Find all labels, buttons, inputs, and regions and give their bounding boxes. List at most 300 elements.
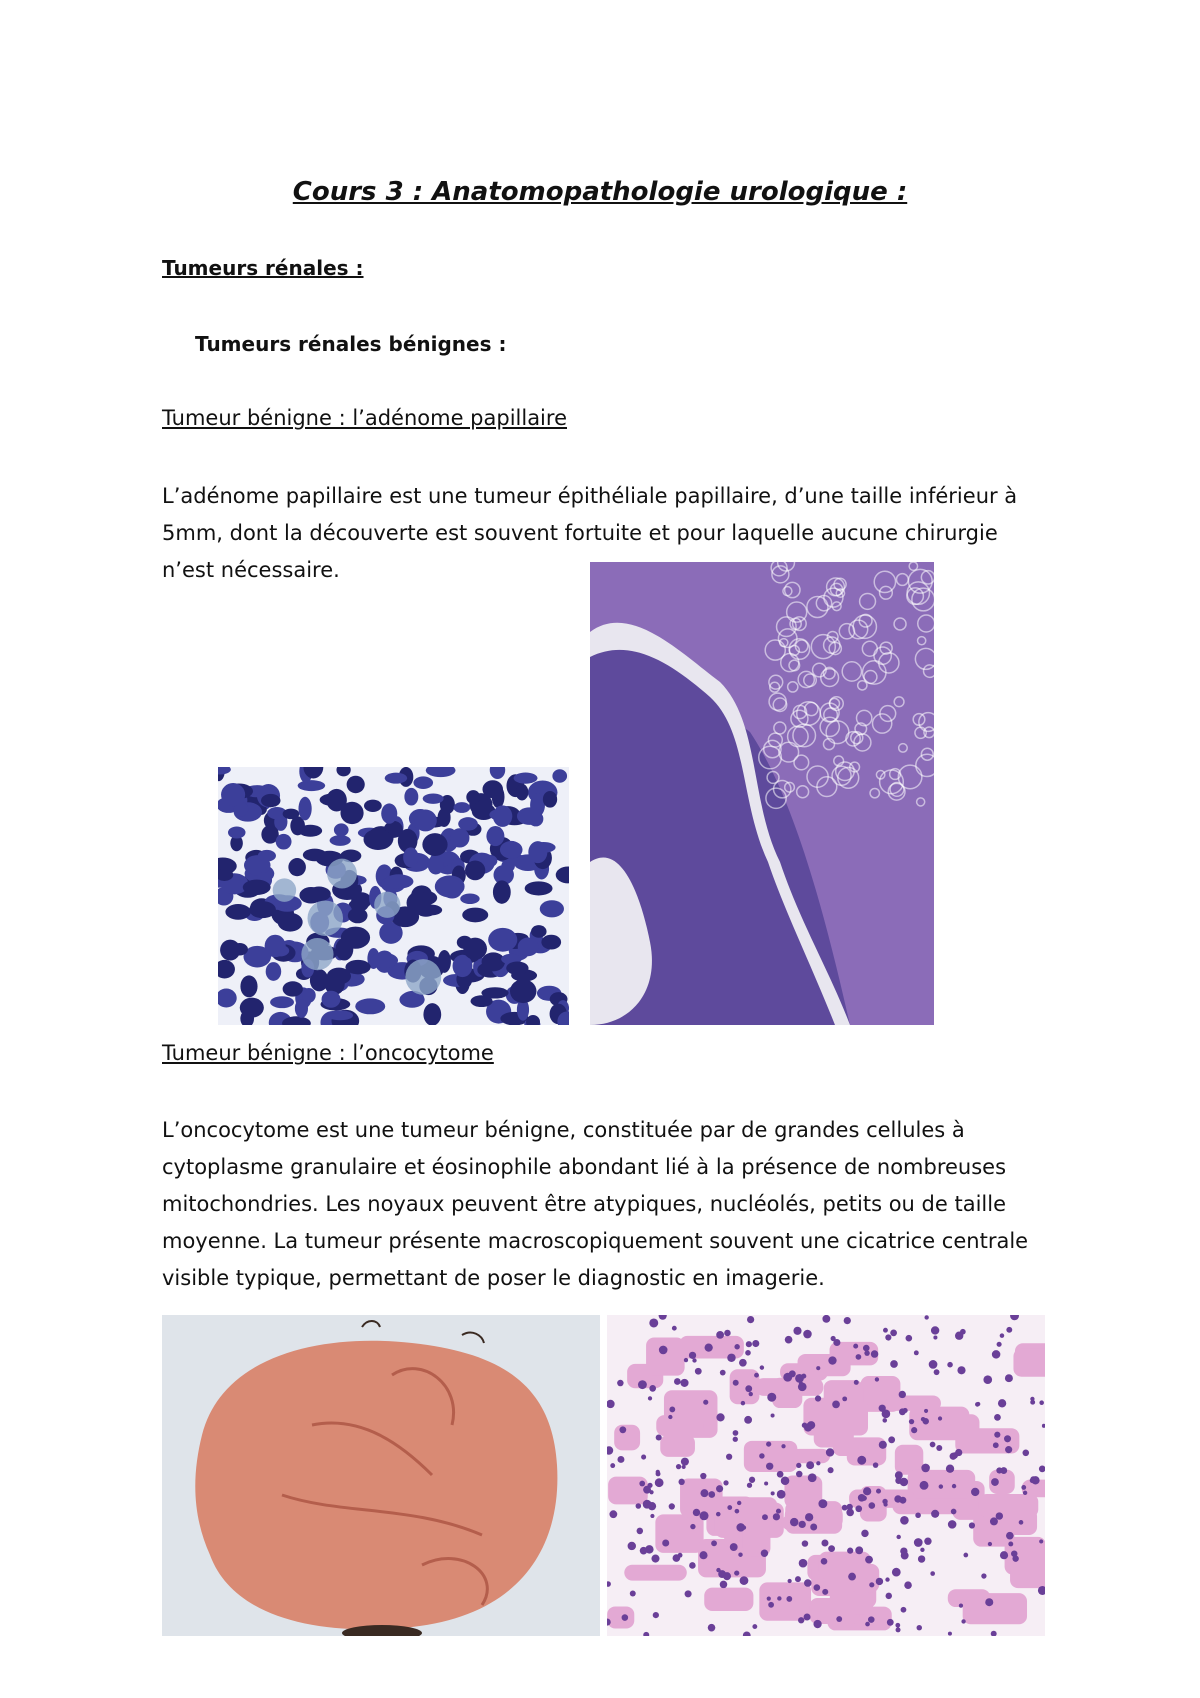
nucleus-dot <box>816 1461 820 1465</box>
nucleus-dot <box>637 1528 644 1535</box>
nucleus-dot <box>818 1499 827 1508</box>
nucleus-dot <box>795 1576 801 1582</box>
subsection-heading-tumeurs-benignes: Tumeurs rénales bénignes : <box>195 332 507 356</box>
nucleus-dot <box>643 1486 651 1494</box>
cytoplasm-nest <box>731 1497 777 1517</box>
nucleus-dot <box>746 1341 752 1347</box>
cell-nucleus-mark <box>500 841 523 859</box>
nucleus-dot <box>931 1510 939 1518</box>
nucleus-dot <box>744 1416 752 1424</box>
cell-nucleus-mark <box>225 904 250 920</box>
cytoplasm-nest <box>614 1425 640 1451</box>
nucleus-dot <box>680 1379 688 1387</box>
cell-nucleus-mark <box>276 834 292 850</box>
adenome-high-power-micrograph <box>218 767 569 1025</box>
nucleus-dot <box>796 1471 803 1478</box>
nucleus-dot <box>994 1432 1000 1438</box>
paragraph-line: visible typique, permettant de poser le diagnostic en imagerie. <box>162 1266 825 1290</box>
nucleus-dot <box>1019 1520 1024 1525</box>
nucleus-dot <box>939 1484 943 1488</box>
oncocytome-gross-photo <box>162 1315 600 1636</box>
cell-nucleus-mark <box>531 925 547 938</box>
nucleus-dot <box>892 1568 901 1577</box>
cytoplasm-nest <box>656 1415 703 1436</box>
cell-nucleus-mark <box>420 905 442 916</box>
nucleus-dot <box>948 1632 952 1636</box>
nucleus-dot <box>998 1399 1006 1407</box>
nucleus-dot <box>1030 1397 1034 1401</box>
cell-nucleus-mark <box>518 938 539 957</box>
nucleus-dot <box>821 1539 828 1546</box>
nucleus-dot <box>885 1577 889 1581</box>
nucleus-dot <box>796 1463 801 1468</box>
nucleus-dot <box>659 1346 668 1355</box>
cell-nucleus-mark <box>482 952 505 971</box>
nucleus-dot <box>700 1489 708 1497</box>
nucleus-dot <box>740 1576 749 1585</box>
nucleus-dot <box>920 1548 924 1552</box>
nucleus-dot <box>668 1415 672 1419</box>
nucleus-dot <box>920 1481 929 1490</box>
nucleus-dot <box>868 1616 875 1623</box>
nucleus-dot <box>648 1502 656 1510</box>
cytoplasm-nest <box>704 1588 753 1611</box>
nucleus-dot <box>716 1568 720 1572</box>
cell-nucleus-mark <box>454 802 471 813</box>
nucleus-dot <box>900 1516 909 1525</box>
nucleus-dot <box>865 1556 873 1564</box>
nucleus-dot <box>902 1408 907 1413</box>
nucleus-dot <box>985 1598 993 1606</box>
cell-nucleus-mark <box>298 797 311 821</box>
nucleus-dot <box>781 1476 790 1485</box>
nucleus-dot <box>747 1483 752 1488</box>
nucleus-dot <box>911 1427 917 1433</box>
nucleus-dot <box>685 1590 692 1597</box>
cytoplasm-nest <box>624 1565 687 1581</box>
nucleus-dot <box>856 1354 862 1360</box>
nucleus-dot <box>689 1562 696 1569</box>
cell-nucleus-mark <box>370 953 398 968</box>
nucleus-dot <box>754 1373 759 1378</box>
cell-nucleus-mark <box>298 780 325 791</box>
paragraph-line: cytoplasme granulaire et éosinophile abondant lié à la présence de nombreuses <box>162 1155 1007 1179</box>
nucleus-dot <box>695 1368 702 1375</box>
cell-nucleus-mark <box>493 805 512 827</box>
cell-nucleus-mark <box>481 987 508 998</box>
nucleus-dot <box>899 1497 906 1504</box>
nucleus-dot <box>900 1478 908 1486</box>
paragraph-oncocytome <box>162 1112 1028 1297</box>
cell-nucleus-mark <box>327 1010 353 1020</box>
adenome-low-power-micrograph <box>590 562 934 1025</box>
cell-nucleus-mark <box>295 999 308 1018</box>
nucleus-dot <box>896 1627 901 1632</box>
nucleus-dot <box>617 1456 624 1463</box>
nucleus-dot <box>640 1547 648 1555</box>
nucleus-dot <box>676 1464 681 1469</box>
cytoplasm-nest <box>885 1396 941 1411</box>
cell-nucleus-mark <box>413 776 433 789</box>
nucleus-dot <box>1039 1400 1044 1405</box>
cell-nucleus-mark <box>363 829 392 850</box>
nucleus-dot <box>669 1503 675 1509</box>
nucleus-dot <box>776 1509 781 1514</box>
cytoplasm-nest <box>979 1494 1038 1517</box>
nucleus-dot <box>885 1334 891 1340</box>
nucleus-dot <box>934 1369 940 1375</box>
nucleus-dot <box>921 1464 930 1473</box>
nucleus-dot <box>822 1315 830 1323</box>
nucleus-dot <box>766 1441 771 1446</box>
cell-nucleus-mark <box>307 887 331 902</box>
cell-nucleus-mark <box>435 875 465 897</box>
nucleus-dot <box>890 1329 897 1336</box>
cell-nucleus-mark <box>528 841 547 863</box>
nucleus-dot <box>783 1373 792 1382</box>
cell-nucleus-mark <box>240 975 257 997</box>
cytoplasm-nest <box>908 1470 976 1499</box>
nucleus-dot <box>788 1579 792 1583</box>
nucleus-dot <box>869 1582 874 1587</box>
nucleus-dot <box>802 1540 808 1546</box>
nucleus-dot <box>767 1597 771 1601</box>
nucleus-dot <box>828 1545 835 1552</box>
nucleus-dot <box>742 1525 746 1529</box>
nucleus-dot <box>879 1441 887 1449</box>
nucleus-dot <box>760 1365 764 1369</box>
nucleus-dot <box>969 1522 975 1528</box>
nucleus-dot <box>844 1317 851 1324</box>
cell-nucleus-mark <box>228 826 246 838</box>
cell-nucleus-mark <box>322 991 341 1008</box>
nucleus-dot <box>726 1454 732 1460</box>
cell-nucleus-mark <box>403 847 418 867</box>
nucleus-dot <box>785 1336 793 1344</box>
cell-nucleus-mark <box>266 962 282 981</box>
adenome-low-power-image <box>590 562 934 1025</box>
nucleus-dot <box>947 1362 953 1368</box>
nucleus-dot <box>983 1375 992 1384</box>
heading-oncocytome: Tumeur bénigne : l’oncocytome <box>162 1041 494 1065</box>
papilla-mark <box>307 900 343 936</box>
cytoplasm-nest <box>646 1338 685 1376</box>
nucleus-dot <box>864 1350 869 1355</box>
nucleus-dot <box>946 1465 954 1473</box>
nucleus-dot <box>996 1512 1003 1519</box>
cell-nucleus-mark <box>465 861 485 881</box>
cell-nucleus-mark <box>438 950 451 973</box>
nucleus-dot <box>895 1623 900 1628</box>
nucleus-dot <box>777 1596 781 1600</box>
paragraph-line: L’oncocytome est une tumeur bénigne, constituée par de grandes cellules à <box>162 1118 965 1142</box>
nucleus-dot <box>1022 1449 1029 1456</box>
nucleus-dot <box>767 1393 776 1402</box>
adenome-high-power-image <box>218 767 569 1025</box>
papilla-mark <box>374 892 400 918</box>
nucleus-dot <box>720 1581 728 1589</box>
nucleus-dot <box>924 1538 931 1545</box>
nucleus-dot <box>798 1617 804 1623</box>
nucleus-dot <box>842 1396 847 1401</box>
cell-nucleus-mark <box>463 938 487 960</box>
nucleus-dot <box>1039 1539 1043 1543</box>
nucleus-dot <box>777 1490 786 1499</box>
nucleus-dot <box>777 1471 784 1478</box>
cytoplasm-nest <box>655 1514 703 1552</box>
cell-nucleus-mark <box>384 874 413 888</box>
nucleus-dot <box>708 1624 716 1632</box>
cell-nucleus-mark <box>414 810 437 832</box>
nucleus-dot <box>997 1342 1002 1347</box>
nucleus-dot <box>981 1573 986 1578</box>
nucleus-dot <box>853 1344 858 1349</box>
cell-nucleus-mark <box>510 979 536 1003</box>
nucleus-dot <box>617 1380 623 1386</box>
cytoplasm-nest <box>814 1425 854 1447</box>
nucleus-dot <box>996 1467 1002 1473</box>
nucleus-dot <box>655 1478 664 1487</box>
nucleus-dot <box>876 1489 881 1494</box>
nucleus-dot <box>727 1354 735 1362</box>
nucleus-dot <box>745 1350 751 1356</box>
nucleus-dot <box>855 1546 863 1554</box>
nucleus-dot <box>653 1612 659 1618</box>
cell-nucleus-mark <box>488 928 517 952</box>
cytoplasm-nest <box>1010 1562 1045 1588</box>
cell-nucleus-mark <box>516 784 529 801</box>
nucleus-dot <box>854 1380 859 1385</box>
nucleus-dot <box>882 1418 887 1423</box>
nucleus-dot <box>918 1555 925 1562</box>
cell-nucleus-mark <box>422 833 447 856</box>
cytoplasm-nest <box>909 1407 969 1441</box>
nucleus-dot <box>764 1481 768 1485</box>
nucleus-dot <box>716 1485 723 1492</box>
nucleus-dot <box>836 1616 842 1622</box>
nucleus-dot <box>610 1463 615 1468</box>
nucleus-dot <box>723 1480 728 1485</box>
nucleus-dot <box>705 1343 713 1351</box>
nucleus-dot <box>799 1559 808 1568</box>
nucleus-dot <box>690 1524 695 1529</box>
nucleus-dot <box>976 1402 980 1406</box>
paragraph-line: moyenne. La tumeur présente macroscopiquement souvent une cicatrice centrale <box>162 1229 1029 1253</box>
cell-nucleus-mark <box>385 773 407 784</box>
nucleus-dot <box>739 1359 747 1367</box>
cytoplasm-nest <box>784 1476 822 1508</box>
nucleus-dot <box>734 1570 739 1575</box>
nucleus-dot <box>681 1458 689 1466</box>
cell-nucleus-mark <box>348 908 368 923</box>
nucleus-dot <box>810 1523 817 1530</box>
nucleus-dot <box>720 1370 726 1376</box>
nucleus-dot <box>822 1589 828 1595</box>
cell-nucleus-mark <box>340 802 363 824</box>
nucleus-dot <box>971 1488 979 1496</box>
nucleus-dot <box>700 1473 706 1479</box>
nucleus-dot <box>733 1430 739 1436</box>
cell-nucleus-mark <box>261 794 281 807</box>
nucleus-dot <box>930 1571 935 1576</box>
nucleus-dot <box>786 1596 792 1602</box>
nucleus-dot <box>1021 1485 1026 1490</box>
nucleus-dot <box>848 1573 856 1581</box>
nucleus-dot <box>749 1392 753 1396</box>
cell-nucleus-mark <box>458 817 478 831</box>
nucleus-dot <box>915 1512 921 1518</box>
nucleus-dot <box>828 1356 836 1364</box>
nucleus-dot <box>876 1578 883 1585</box>
nucleus-dot <box>801 1374 806 1379</box>
nucleus-dot <box>1005 1446 1012 1453</box>
nucleus-dot <box>771 1414 775 1418</box>
nucleus-dot <box>883 1328 888 1333</box>
nucleus-dot <box>826 1448 834 1456</box>
document-title: Cours 3 : Anatomopathologie urologique : <box>292 177 908 207</box>
nucleus-dot <box>871 1350 878 1357</box>
nucleus-dot <box>761 1550 768 1557</box>
cytoplasm-nest <box>848 1591 873 1614</box>
nucleus-dot <box>628 1542 636 1550</box>
cell-nucleus-mark <box>486 826 504 846</box>
nucleus-dot <box>873 1462 879 1468</box>
nucleus-dot <box>861 1530 868 1537</box>
nucleus-dot <box>863 1487 871 1495</box>
cell-nucleus-mark <box>517 807 542 825</box>
nucleus-dot <box>993 1442 999 1448</box>
nucleus-dot <box>678 1479 684 1485</box>
cell-nucleus-mark <box>525 881 553 895</box>
nucleus-dot <box>762 1514 768 1520</box>
cell-nucleus-mark <box>506 961 528 974</box>
nucleus-dot <box>649 1318 658 1327</box>
cytoplasm-nest <box>607 1606 634 1628</box>
cell-nucleus-mark <box>341 927 370 949</box>
nucleus-dot <box>921 1417 926 1422</box>
nucleus-dot <box>745 1385 752 1392</box>
cell-nucleus-mark <box>283 981 303 996</box>
nucleus-dot <box>636 1503 642 1509</box>
nucleus-dot <box>747 1316 754 1323</box>
cell-nucleus-mark <box>334 823 349 836</box>
nucleus-dot <box>955 1332 963 1340</box>
nucleus-dot <box>669 1407 675 1413</box>
cell-nucleus-mark <box>347 776 365 794</box>
nucleus-dot <box>857 1456 866 1465</box>
nucleus-dot <box>917 1625 922 1630</box>
nucleus-dot <box>951 1509 957 1515</box>
nucleus-dot <box>735 1509 740 1514</box>
nucleus-dot <box>865 1622 870 1627</box>
nucleus-dot <box>904 1581 912 1589</box>
nucleus-dot <box>738 1553 742 1557</box>
nucleus-dot <box>882 1499 887 1504</box>
nucleus-dot <box>955 1449 962 1456</box>
cell-nucleus-mark <box>514 773 538 784</box>
nucleus-dot <box>988 1542 992 1546</box>
nucleus-dot <box>1004 1435 1011 1442</box>
nucleus-dot <box>929 1360 938 1369</box>
cell-nucleus-mark <box>327 968 351 985</box>
nucleus-dot <box>656 1434 662 1440</box>
nucleus-dot <box>933 1336 937 1340</box>
cell-nucleus-mark <box>462 908 488 923</box>
nucleus-dot <box>673 1554 681 1562</box>
nucleus-dot <box>807 1425 812 1430</box>
oncocytome-histology-micrograph <box>607 1315 1045 1636</box>
cell-nucleus-mark <box>450 828 470 847</box>
nucleus-dot <box>896 1535 900 1539</box>
nucleus-dot <box>1000 1333 1005 1338</box>
nucleus-dot <box>672 1326 677 1331</box>
nucleus-dot <box>781 1444 785 1448</box>
nucleus-dot <box>662 1539 669 1546</box>
nucleus-dot <box>682 1465 686 1469</box>
nucleus-dot <box>938 1416 942 1420</box>
cell-nucleus-mark <box>381 803 397 823</box>
nucleus-dot <box>882 1409 891 1418</box>
nucleus-dot <box>909 1419 914 1424</box>
nucleus-dot <box>609 1510 617 1518</box>
nucleus-dot <box>948 1520 957 1529</box>
nucleus-dot <box>887 1619 894 1626</box>
cytoplasm-nest <box>948 1589 990 1607</box>
nucleus-dot <box>930 1442 936 1448</box>
nucleus-dot <box>804 1613 811 1620</box>
cell-nucleus-mark <box>288 858 306 876</box>
nucleus-dot <box>959 1604 963 1608</box>
nucleus-dot <box>808 1473 817 1482</box>
nucleus-dot <box>716 1331 724 1339</box>
nucleus-dot <box>630 1591 636 1597</box>
oncocytome-gross-image <box>162 1315 600 1636</box>
nucleus-dot <box>924 1315 928 1319</box>
nucleus-dot <box>692 1358 696 1362</box>
cell-nucleus-mark <box>303 849 327 862</box>
cytoplasm-nest <box>819 1552 871 1580</box>
nucleus-dot <box>901 1552 909 1560</box>
nucleus-dot <box>1012 1555 1018 1561</box>
cell-nucleus-mark <box>404 788 418 806</box>
nucleus-dot <box>752 1624 757 1629</box>
nucleus-dot <box>1030 1476 1036 1482</box>
nucleus-dot <box>936 1445 942 1451</box>
nucleus-dot <box>741 1401 745 1405</box>
nucleus-dot <box>886 1593 892 1599</box>
nucleus-dot <box>749 1477 755 1483</box>
cytoplasm-nest <box>1013 1348 1045 1376</box>
cell-nucleus-mark <box>423 793 444 803</box>
nucleus-dot <box>914 1538 923 1547</box>
nucleus-dot <box>875 1377 879 1381</box>
nucleus-dot <box>699 1551 707 1559</box>
nucleus-dot <box>684 1358 688 1362</box>
nucleus-dot <box>1023 1491 1027 1495</box>
nucleus-dot <box>821 1558 828 1565</box>
papilla-mark <box>405 959 441 995</box>
nucleus-dot <box>708 1491 715 1498</box>
papilla-mark <box>301 938 333 970</box>
nucleus-dot <box>700 1511 709 1520</box>
section-heading-tumeurs-renales: Tumeurs rénales : <box>162 256 364 280</box>
nucleus-dot <box>771 1491 775 1495</box>
nucleus-dot <box>816 1366 820 1370</box>
cell-nucleus-mark <box>283 809 300 819</box>
nucleus-dot <box>1006 1532 1014 1540</box>
cytoplasm-nest <box>680 1478 723 1517</box>
nucleus-dot <box>622 1614 629 1621</box>
